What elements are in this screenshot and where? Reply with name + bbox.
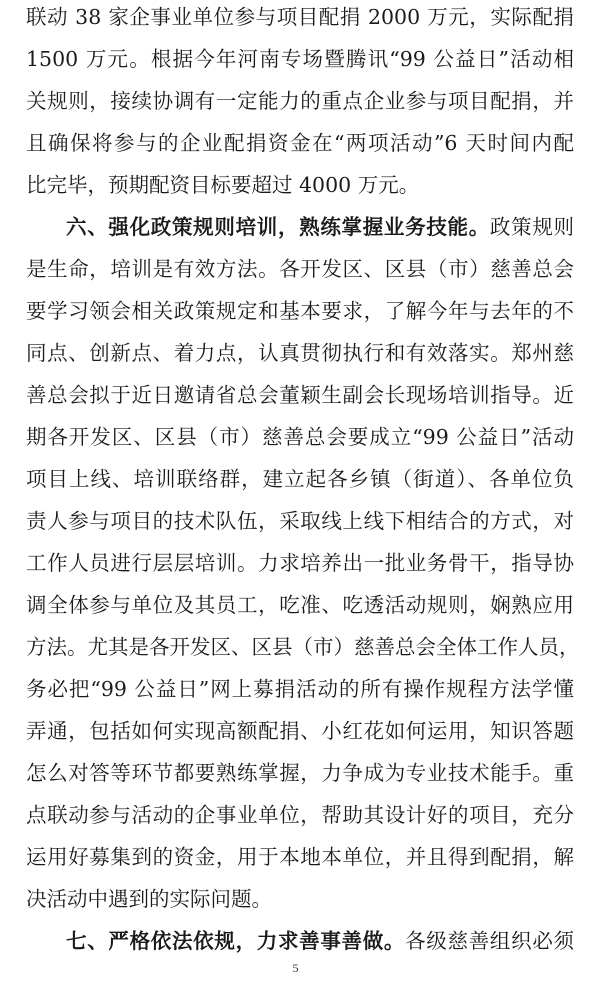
section-6-first-line-text: 政策规则 xyxy=(489,215,575,239)
section-6-line: 弄通，包括如何实现高额配捐、小红花如何运用，知识答题 xyxy=(26,719,574,743)
section-6-line: 怎么对答等环节都要熟练掌握，力争成为专业技术能手。重 xyxy=(26,761,574,785)
section-7-heading: 七、严格依法依规，力求善事善做。 xyxy=(66,929,406,953)
section-6-line: 责人参与项目的技术队伍，采取线上线下相结合的方式，对 xyxy=(26,509,574,533)
paragraph-1-line-2: 1500 万元。根据今年河南专场暨腾讯“99 公益日”活动相 xyxy=(26,47,574,71)
page-number: 5 xyxy=(292,961,299,975)
section-7-first-line-text: 各级慈善组织必须 xyxy=(405,929,575,953)
section-7-first-line xyxy=(66,926,574,956)
section-6-line: 决活动中遇到的实际问题。 xyxy=(26,887,272,911)
section-6-line: 运用好募集到的资金，用于本地本单位，并且得到配捐，解 xyxy=(26,845,574,869)
section-6-line: 点联动参与活动的企事业单位，帮助其设计好的项目，充分 xyxy=(26,803,574,827)
section-6-line: 同点、创新点、着力点，认真贯彻执行和有效落实。郑州慈 xyxy=(26,341,574,365)
paragraph-1-line-1: 联动 38 家企事业单位参与项目配捐 2000 万元，实际配捐 xyxy=(26,5,574,29)
section-6-heading: 六、强化政策规则培训，熟练掌握业务技能。 xyxy=(66,215,490,239)
section-6-first-line xyxy=(66,212,574,242)
paragraph-1-line-5: 比完毕，预期配资目标要超过 4000 万元。 xyxy=(26,173,420,197)
section-6-line: 要学习领会相关政策规定和基本要求，了解今年与去年的不 xyxy=(26,299,574,323)
section-6-line: 方法。尤其是各开发区、区县（市）慈善总会全体工作人员， xyxy=(26,635,580,659)
paragraph-1-line-4: 且确保将参与的企业配捐资金在“两项活动”6 天时间内配 xyxy=(26,131,574,155)
section-6-line: 项目上线、培训联络群，建立起各乡镇（街道）、各单位负 xyxy=(26,467,574,491)
section-6-line: 务必把“99 公益日”网上募捐活动的所有操作规程方法学懂 xyxy=(26,677,574,701)
paragraph-1-line-3: 关规则，接续协调有一定能力的重点企业参与项目配捐，并 xyxy=(26,89,574,113)
section-6-line: 期各开发区、区县（市）慈善总会要成立“99 公益日”活动 xyxy=(26,425,574,449)
section-6-line: 调全体参与单位及其员工，吃准、吃透活动规则，娴熟应用 xyxy=(26,593,574,617)
section-6-line: 是生命，培训是有效方法。各开发区、区县（市）慈善总会 xyxy=(26,257,574,281)
section-6-line: 工作人员进行层层培训。力求培养出一批业务骨干，指导协 xyxy=(26,551,574,575)
section-6-line: 善总会拟于近日邀请省总会董颖生副会长现场培训指导。近 xyxy=(26,383,574,407)
